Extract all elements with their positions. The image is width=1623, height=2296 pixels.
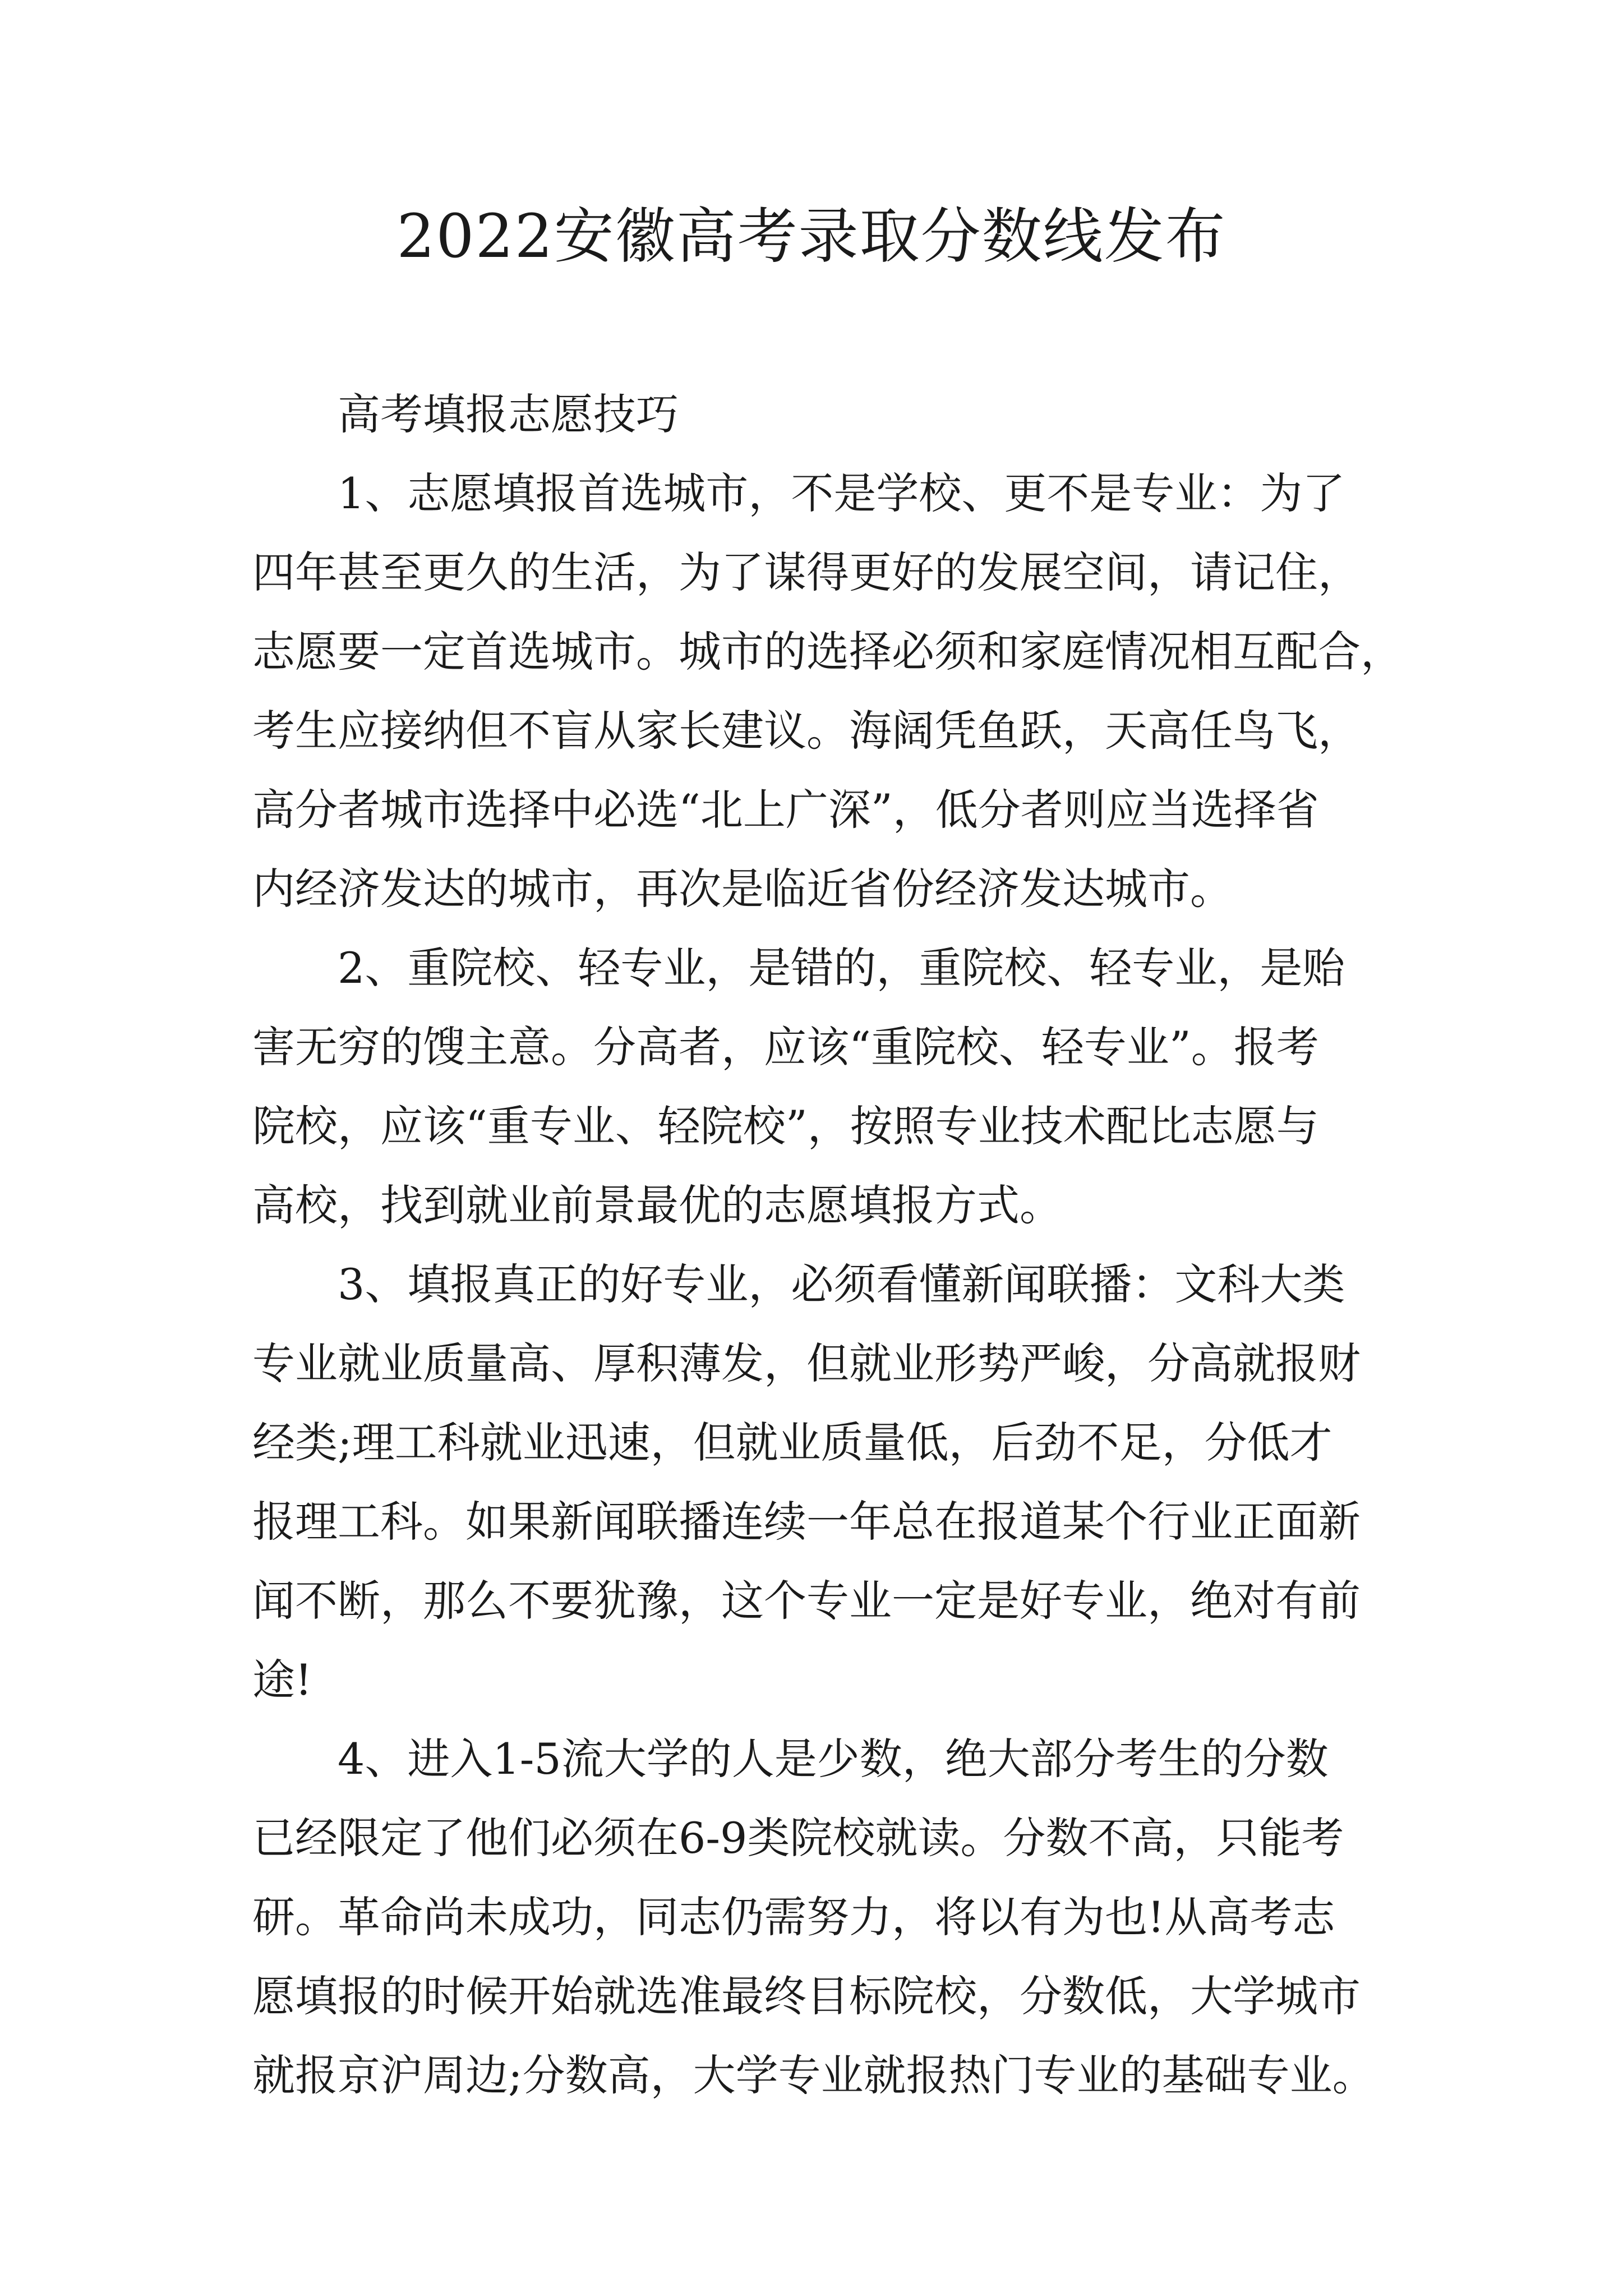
paragraph-4: [252, 1719, 1396, 2115]
paragraph-line: 害无穷的馊主意。分高者，应该“重院校、轻专业”。报考: [252, 1022, 1319, 1072]
paragraph-line: 4、进入1-5流大学的人是少数，绝大部分考生的分数: [338, 1734, 1329, 1784]
paragraph-line: 愿填报的时候开始就选准最终目标院校，分数低，大学城市: [252, 1971, 1361, 2021]
paragraph-line: 报理工科。如果新闻联播连续一年总在报道某个行业正面新: [252, 1497, 1361, 1547]
paragraph-line: 1、志愿填报首选城市，不是学校、更不是专业：为了: [338, 468, 1345, 518]
paragraph-line: 高分者城市选择中必选“北上广深”，低分者则应当选择省: [252, 785, 1319, 835]
paragraph-line: 闻不断，那么不要犹豫，这个专业一定是好专业，绝对有前: [252, 1576, 1361, 1626]
paragraph-2: [252, 928, 1396, 1245]
paragraph-3: [252, 1245, 1396, 1719]
document-title: 2022安徽高考录取分数线发布: [396, 202, 1227, 272]
paragraph-line: 途!: [252, 1655, 312, 1705]
subheading: 高考填报志愿技巧: [338, 389, 679, 439]
paragraph-line: 四年甚至更久的生活，为了谋得更好的发展空间，请记住，: [252, 547, 1361, 597]
paragraph-line: 内经济发达的城市，再次是临近省份经济发达城市。: [252, 864, 1233, 914]
paragraph-line: 考生应接纳但不盲从家长建议。海阔凭鱼跃，天高任鸟飞，: [252, 706, 1361, 756]
document-body: [252, 375, 1403, 2115]
paragraph-line: 专业就业质量高、厚积薄发，但就业形势严峻，分高就报财: [252, 1338, 1361, 1388]
paragraph-line: 就报京沪周边;分数高，大学专业就报热门专业的基础专业。: [252, 2050, 1375, 2100]
paragraph-line: 2、重院校、轻专业，是错的，重院校、轻专业，是贻: [338, 943, 1345, 993]
paragraph-line: 高校，找到就业前景最优的志愿填报方式。: [252, 1180, 1062, 1230]
paragraph-line: 志愿要一定首选城市。城市的选择必须和家庭情况相互配合，: [252, 627, 1403, 677]
paragraph-line: 经类;理工科就业迅速，但就业质量低，后劲不足，分低才: [252, 1418, 1332, 1467]
paragraph-line: 已经限定了他们必须在6-9类院校就读。分数不高，只能考: [252, 1813, 1344, 1863]
paragraph-1: [252, 454, 1403, 928]
paragraph-line: 研。革命尚未成功，同志仍需努力，将以有为也!从高考志: [252, 1892, 1335, 1942]
paragraph-line: 3、填报真正的好专业，必须看懂新闻联播：文科大类: [338, 1259, 1345, 1309]
paragraph-line: 院校，应该“重专业、轻院校”，按照专业技术配比志愿与: [252, 1101, 1319, 1151]
